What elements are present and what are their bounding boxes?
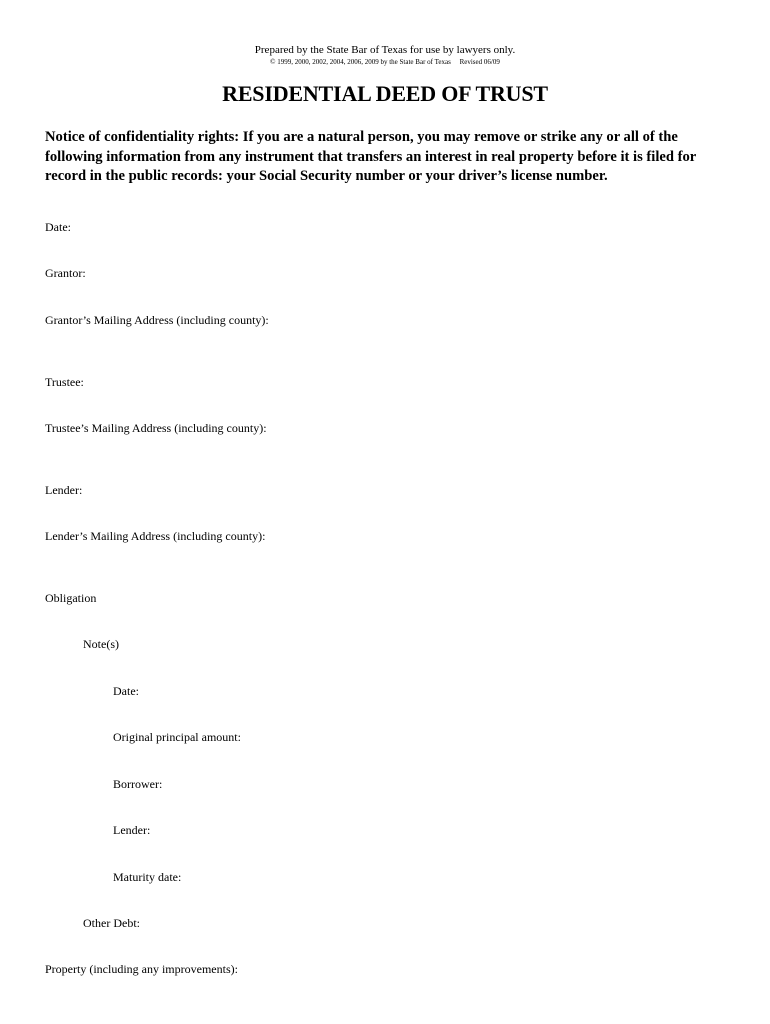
prepared-by-note: Prepared by the State Bar of Texas for use by lawyers only.	[254, 44, 516, 56]
grantor-address-label: Grantor’s Mailing Address (including county):	[45, 313, 269, 327]
document-title: RESIDENTIAL DEED OF TRUST	[222, 81, 548, 106]
grantor-label: Grantor:	[45, 266, 86, 280]
copyright-line: © 1999, 2000, 2002, 2004, 2006, 2009 by the State Bar of Texas Revised 06/09	[270, 58, 500, 66]
confidentiality-notice: Notice of confidentiality rights: If you are a natural person, you may remove or strike any or all of the following information from any instrument that transfers an interest in real property before it is filed for record in the public records: your Social Security number or your driver’s license number.	[45, 129, 696, 184]
other-debt-label: Other Debt:	[83, 916, 140, 930]
date-label: Date:	[45, 220, 71, 234]
maturity-date-label: Maturity date:	[113, 870, 182, 884]
borrower-label: Borrower:	[113, 777, 163, 791]
lender-address-label: Lender’s Mailing Address (including county):	[45, 529, 266, 543]
trustee-address-label: Trustee’s Mailing Address (including county):	[45, 421, 267, 435]
original-principal-label: Original principal amount:	[113, 730, 241, 744]
obligation-heading: Obligation	[45, 591, 97, 605]
notes-heading: Note(s)	[83, 637, 119, 651]
note-date-label: Date:	[113, 684, 139, 698]
trustee-label: Trustee:	[45, 375, 84, 389]
property-label: Property (including any improvements):	[45, 962, 238, 976]
lender-label: Lender:	[45, 483, 83, 497]
note-lender-label: Lender:	[113, 823, 151, 837]
